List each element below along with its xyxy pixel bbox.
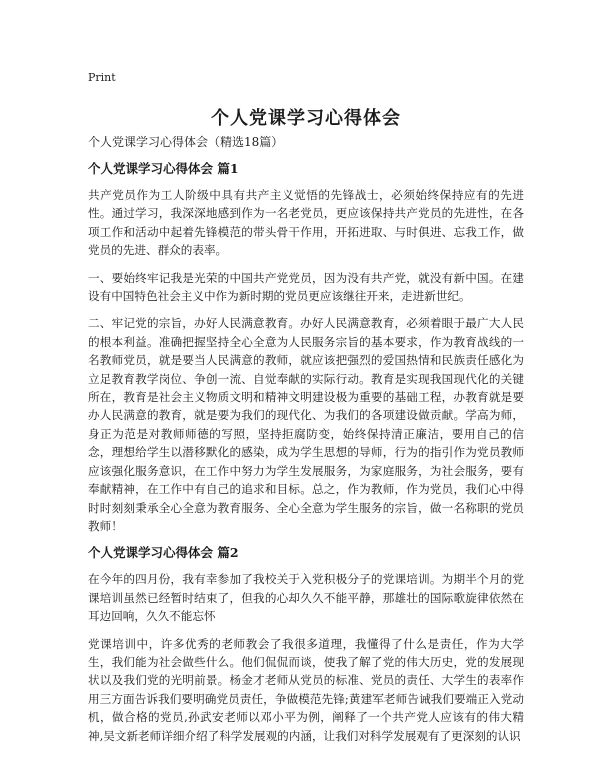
section-1 [88, 160, 524, 535]
section-2 [88, 544, 524, 745]
paragraph: 一、要始终牢记我是光荣的中国共产党党员，因为没有共产党，就没有新中国。在建设有中国特色社会主义中作为新时期的党员更应该继往开来，走进新世纪。 [88, 270, 524, 304]
print-link[interactable]: Print [88, 71, 116, 84]
document-content [88, 160, 524, 754]
paragraph: 共产党员作为工人阶级中具有共产主义觉悟的先锋战士，必须始终保持应有的先进性。通过学习，我深深地感到作为一名老党员，更应该保持共产党员的先进性，在各项工作和活动中起着先锋模范的带头骨干作用，开拓进取、与时俱进、忘我工作，做党员的先进、群众的表率。 [88, 188, 524, 258]
paragraph: 二、牢记党的宗旨，办好人民满意教育。办好人民满意教育，必须着眼于最广大人民的根本利益。准确把握坚持全心全意为人民服务宗旨的基本要求，作为教育战线的一名教师党员，就是要当人民满意的教师，就应该把强烈的爱国热情和民族责任感化为立足教育教学岗位、争创一流、自觉奉献的实际行动。教育是实现我国现代化的关键所在，教育是社会主义物质文明和精神文明建设极为重要的基础工程，办教育就是要办人民满意的教育，就是要为我们的现代化、为我们的各项建设做贡献。学高为师，身正为范是对教师师德的写照，坚持拒腐防变，始终保持清正廉洁，要用自己的信念，理想给学生以潜移默化的感染，成为学生思想的导师，行为的指引作为党员教师应该强化服务意识，在工作中努力为学生发展服务，为家庭服务，为社会服务，要有奉献精神，在工作中有自己的追求和目标。总之，作为教师，作为党员，我们心中得时时刻刻秉承全心全意为教育服务、全心全意为学生服务的宗旨，做一名称职的党员教师！ [88, 316, 524, 533]
paragraph: 在今年的四月份，我有幸参加了我校关于入党积极分子的党课培训。为期半个月的党课培训虽然已经暂时结束了，但我的心却久久不能平静，那雄壮的国际歌旋律依然在耳边回响，久久不能忘怀 [88, 572, 524, 624]
section-heading: 个人党课学习心得体会 篇2 [88, 545, 239, 561]
paragraph: 党课培训中，许多优秀的老师教会了我很多道理，我懂得了什么是责任，作为大学生，我们能为社会做些什么。他们侃侃而谈，使我了解了党的伟大历史，党的发展现状以及我们党的光明前景。杨金才老师从党员的标准、党员的责任、大学生的表率作用三方面告诉我们要明确党员责任，争做模范先锋;黄建军老师告诫我们要端正入党动机，做合格的党员,孙武安老师以邓小平为例，阐释了一个共产党人应该有的伟大精神,吴文新老师详细介绍了科学发展观的内涵，让我们对科学发展观有了更深刻的认识 [88, 636, 524, 743]
page-title: 个人党课学习心得体会 [211, 108, 401, 129]
document-subtitle: 个人党课学习心得体会（精选18篇） [88, 135, 284, 149]
section-heading: 个人党课学习心得体会 篇1 [88, 161, 239, 176]
